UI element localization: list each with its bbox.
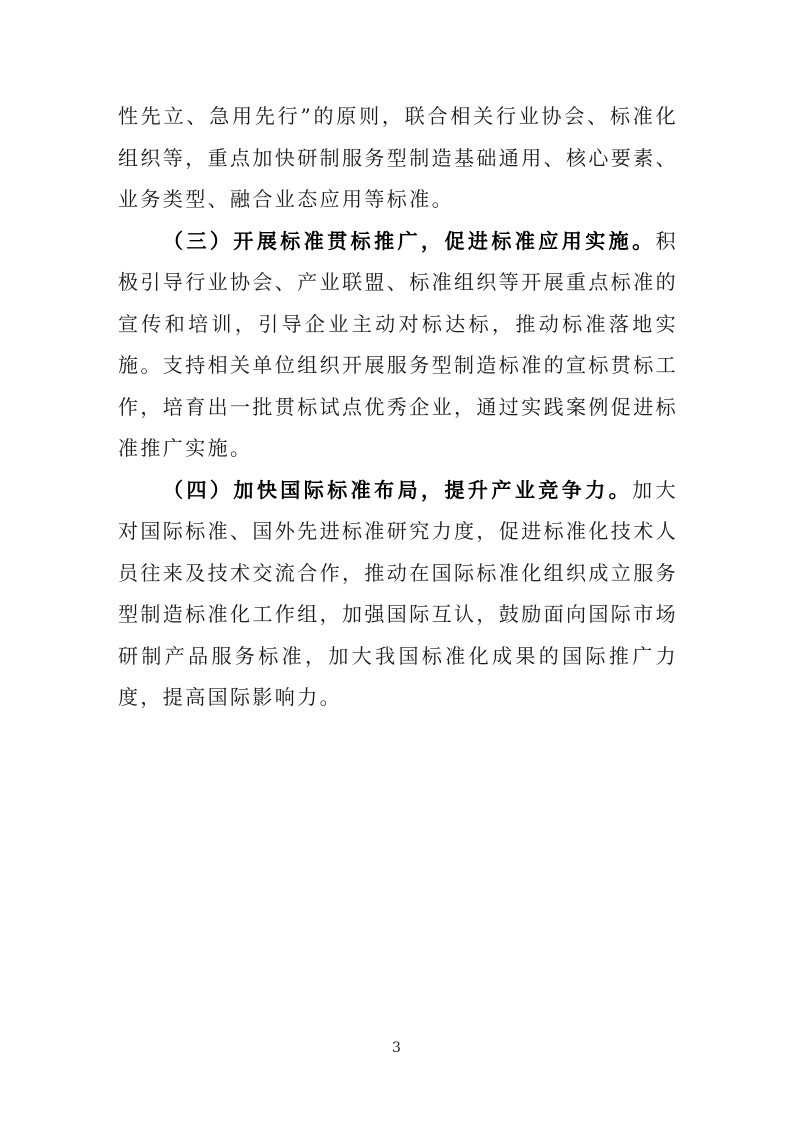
section-4-heading: （四）加快国际标准布局，提升产业竞争力。	[163, 477, 633, 502]
document-body	[118, 96, 678, 719]
section-3-heading: （三）开展标准贯标推广，促进标准应用实施。	[163, 228, 656, 253]
page-number: 3	[392, 1040, 401, 1056]
paragraph-section-4	[118, 470, 678, 719]
section-3-body: 积极引导行业协会、产业联盟、标准组织等开展重点标准的宣传和培训，引导企业主动对标达标，推动标准落地实施。支持相关单位组织开展服务型制造标准的宣标贯标工作，培育出一批贯标试点优秀企业，通过实践案例促进标准推广实施。	[118, 228, 678, 460]
paragraph-section-3	[118, 221, 678, 470]
paragraph-body: 性先立、急用先行”的原则，联合相关行业协会、标准化组织等，重点加快研制服务型制造基础通用、核心要素、业务类型、融合业态应用等标准。	[118, 104, 678, 211]
section-4-body: 加大对国际标准、国外先进标准研究力度，促进标准化技术人员往来及技术交流合作，推动在国际标准化组织成立服务型制造标准化工作组，加强国际互认，鼓励面向国际市场研制产品服务标准，加大我国标准化成果的国际推广力度，提高国际影响力。	[118, 477, 678, 709]
paragraph-continuation	[118, 96, 678, 221]
